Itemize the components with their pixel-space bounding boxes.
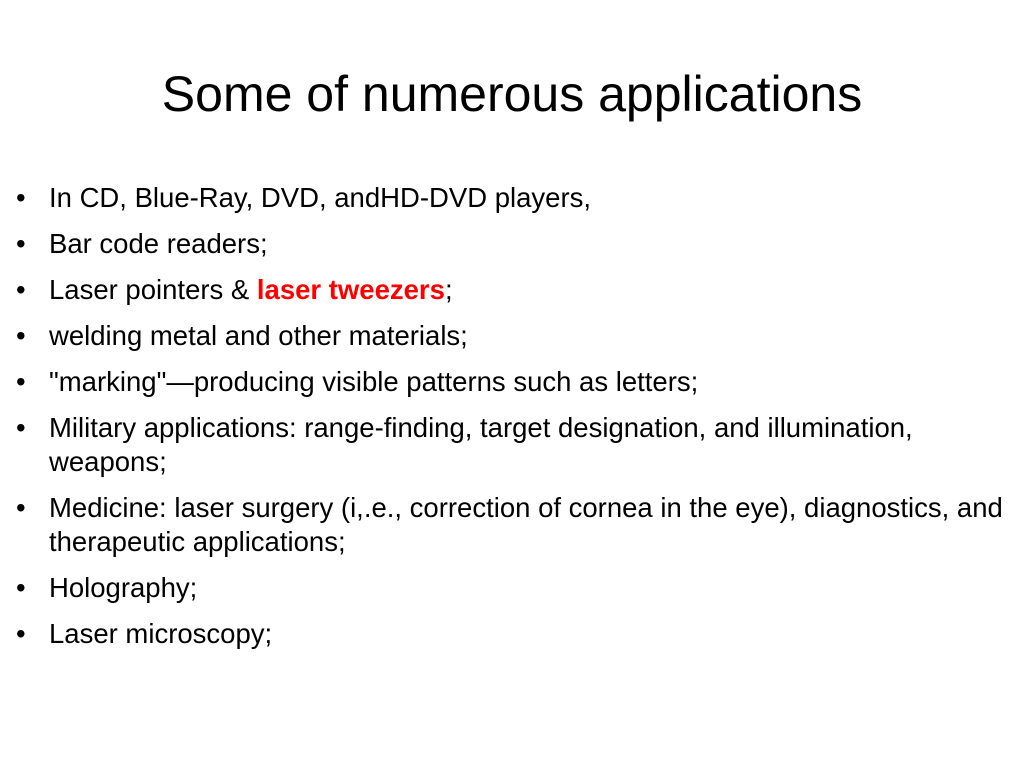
bullet-icon: • xyxy=(16,618,26,649)
bullet-icon: • xyxy=(16,228,26,259)
highlighted-text: laser tweezers xyxy=(256,274,445,305)
bullet-icon: • xyxy=(16,492,26,523)
slide-title: Some of numerous applications xyxy=(161,66,863,122)
bullet-text: "marking"—producing visible patterns such as letters; xyxy=(49,366,699,397)
list-item xyxy=(16,273,1016,307)
bullet-text: In CD, Blue-Ray, DVD, andHD-DVD players, xyxy=(49,182,592,213)
bullet-icon: • xyxy=(16,572,26,603)
list-item xyxy=(16,181,1016,215)
list-item xyxy=(16,571,1016,605)
bullet-text: Laser pointers & xyxy=(49,274,257,305)
list-item xyxy=(16,227,1016,261)
list-item xyxy=(16,319,1016,353)
bullet-text: Holography; xyxy=(49,572,198,603)
list-item xyxy=(16,411,1016,479)
bullet-text-suffix: ; xyxy=(444,274,453,305)
list-item xyxy=(16,365,1016,399)
bullet-icon: • xyxy=(16,320,26,351)
bullet-text: Military applications: range-finding, target designation, and illumination, weapons; xyxy=(49,412,913,477)
bullet-icon: • xyxy=(16,182,26,213)
bullet-icon: • xyxy=(16,412,26,443)
bullet-text: welding metal and other materials; xyxy=(49,320,468,351)
bullet-icon: • xyxy=(16,274,26,305)
list-item xyxy=(16,491,1016,559)
bullet-list xyxy=(16,181,1016,663)
bullet-icon: • xyxy=(16,366,26,397)
list-item xyxy=(16,617,1016,651)
bullet-text: Medicine: laser surgery (i,.e., correction of cornea in the eye), diagnostics, and therapeutic applications; xyxy=(49,492,1003,557)
bullet-text: Bar code readers; xyxy=(49,228,268,259)
bullet-text: Laser microscopy; xyxy=(49,618,273,649)
